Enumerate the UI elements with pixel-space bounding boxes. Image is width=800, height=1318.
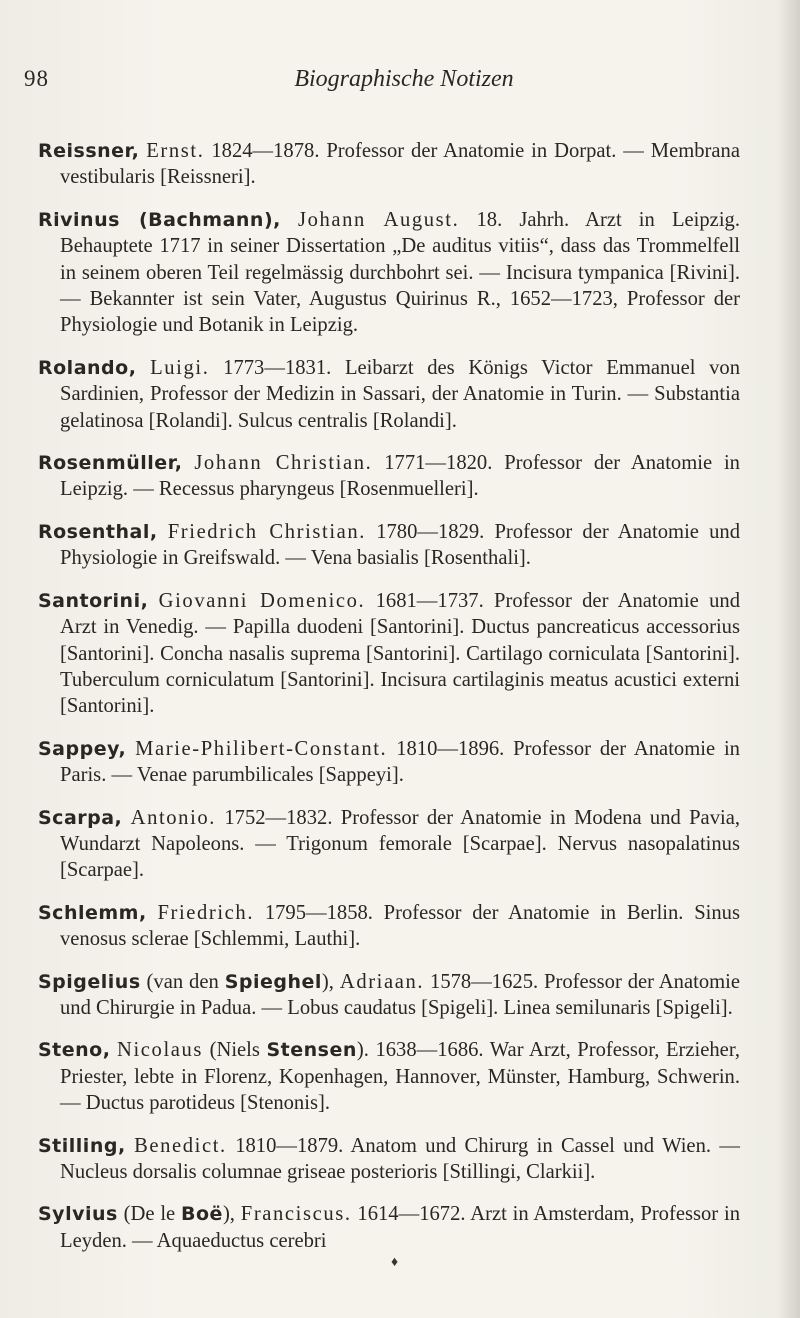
entry-scarpa: [38, 805, 740, 884]
entry-headword: Sylvius: [38, 1203, 118, 1226]
entry-alt-name: Boë: [181, 1203, 223, 1226]
entry-given-name: Adriaan.: [339, 970, 425, 993]
entry-steno: [38, 1037, 740, 1116]
entry-given-name: Franciscus.: [240, 1203, 352, 1226]
entry-given-name: Johann August.: [297, 208, 460, 231]
entry-reissner: [38, 138, 740, 191]
entry-text: 1824—1878. Professor der Anatomie in Dorpat. — Membrana vestibularis [Reissneri].: [60, 140, 740, 189]
entry-given-name: Antonio.: [130, 806, 217, 829]
footer-ornament: ♦: [391, 1255, 399, 1270]
entry-given-name: Ernst.: [146, 140, 205, 162]
entry-text: 1638—1686. War Arzt, Professor, Erzieher, Priester, lebte in Florenz, Kopenhagen, Hannover, Münster, Hamburg, Schwerin. — Ductus parotideus [Stenonis].: [60, 1039, 740, 1115]
entry-given-name: Marie-Philibert-Constant.: [135, 737, 388, 760]
entry-text: 1795—1858. Professor der Anatomie in Berlin. Sinus venosus sclerae [Schlemmi, Lauthi].: [60, 901, 740, 951]
entry-given-name: Johann Christian.: [194, 452, 373, 475]
entry-given-name: Luigi.: [150, 356, 210, 379]
entry-alt-name: Stensen: [266, 1039, 357, 1062]
entry-headword: Schlemm,: [38, 901, 147, 924]
entry-headword: Rosenmüller,: [38, 452, 183, 475]
entry-headword: Stilling,: [38, 1134, 126, 1157]
entry-text: 1614—1672. Arzt in Amsterdam, Professor in Leyden. — Aquaeductus cerebri: [60, 1203, 740, 1252]
entry-headword: Reissner,: [38, 140, 140, 162]
page-edge-shadow: [778, 0, 800, 1318]
entry-alt-name: Spieghel: [224, 970, 322, 993]
entry-aside-close: ),: [222, 1203, 241, 1226]
page-header: [24, 66, 744, 102]
entry-text: 1752—1832. Professor der Anatomie in Modena und Pavia, Wundarzt Napoleons. — Trigonum femorale [Scarpae]. Nervus nasopalatinus [Scarpae].: [60, 806, 740, 882]
entry-santorini: [38, 588, 740, 720]
entry-aside-open: (van den: [140, 970, 225, 993]
entry-rosenmueller: [38, 450, 740, 503]
entry-text: 1810—1896. Professor der Anatomie in Paris. — Venae parumbilicales [Sappeyi].: [60, 737, 740, 787]
entry-text: 1810—1879. Anatom und Chirurg in Cassel und Wien. — Nucleus dorsalis columnae griseae posterioris [Stillingi, Clarkii].: [60, 1134, 740, 1183]
running-title: Biographische Notizen: [294, 66, 514, 92]
entry-rolando: [38, 355, 740, 434]
entry-aside-open: (Niels: [203, 1039, 267, 1062]
entry-aside-open: (De le: [117, 1203, 182, 1226]
entry-list: [38, 138, 740, 1270]
entry-text: 1780—1829. Professor der Anatomie und Physiologie in Greifswald. — Vena basialis [Rosenthali].: [60, 520, 740, 570]
entry-text: 1773—1831. Leibarzt des Königs Victor Emmanuel von Sardinien, Professor der Medizin in Sassari, der Anatomie in Turin. — Substantia gelatinosa [Rolandi]. Sulcus centralis [Rolandi].: [60, 356, 740, 432]
entry-aside-close: ),: [321, 970, 340, 993]
entry-rosenthal: [38, 519, 740, 572]
entry-headword: Rivinus (Bachmann),: [38, 208, 281, 231]
entry-headword: Steno,: [38, 1039, 111, 1062]
entry-given-name: Friedrich Christian.: [167, 520, 367, 543]
entry-given-name: Giovanni Domenico.: [158, 589, 366, 612]
entry-headword: Santorini,: [38, 589, 149, 612]
entry-headword: Spigelius: [38, 970, 141, 993]
entry-headword: Sappey,: [38, 737, 127, 760]
entry-sappey: [38, 736, 740, 789]
entry-rivinus: [38, 207, 740, 339]
entry-headword: Scarpa,: [38, 806, 123, 829]
entry-schlemm: [38, 900, 740, 953]
page-number: 98: [24, 66, 49, 91]
entry-given-name: Nicolaus: [117, 1039, 204, 1062]
entry-text: 1681—1737. Professor der Anatomie und Arzt in Venedig. — Papilla duodeni [Santorini]. Ductus pancreaticus accessorius [Santorini]. Concha nasalis suprema [Santorini]. Cartilago corniculata [Santorini]. Tuberculum corniculatum [Santorini]. Incisura cartilaginis meatus acustici externi [Santorini].: [60, 589, 740, 718]
entry-text: 18. Jahrh. Arzt in Leipzig. Behauptete 1717 in seiner Dissertation „De auditus vitiis“, dass das Trommelfell in seinem oberen Teil regelmässig durchbohrt sei. — Incisura tympanica [Rivini]. — Bekannter ist sein Vater, Augustus Quirinus R., 1652—1723, Professor der Physiologie und Botanik in Leipzig.: [60, 208, 740, 337]
entry-text: 1578—1625. Professor der Anatomie und Chirurgie in Padua. — Lobus caudatus [Spigeli]. Linea semilunaris [Spigeli].: [60, 970, 741, 1019]
entry-stilling: [38, 1133, 740, 1186]
entry-headword: Rosenthal,: [38, 520, 158, 543]
entry-text: 1771—1820. Professor der Anatomie in Leipzig. — Recessus pharyngeus [Rosenmuelleri].: [60, 452, 740, 501]
entry-spigelius: [38, 969, 740, 1022]
entry-sylvius: [38, 1201, 740, 1254]
entry-given-name: Benedict.: [134, 1134, 227, 1157]
entry-aside-close: ).: [356, 1039, 369, 1062]
entry-given-name: Friedrich.: [157, 901, 255, 924]
entry-headword: Rolando,: [38, 356, 137, 379]
